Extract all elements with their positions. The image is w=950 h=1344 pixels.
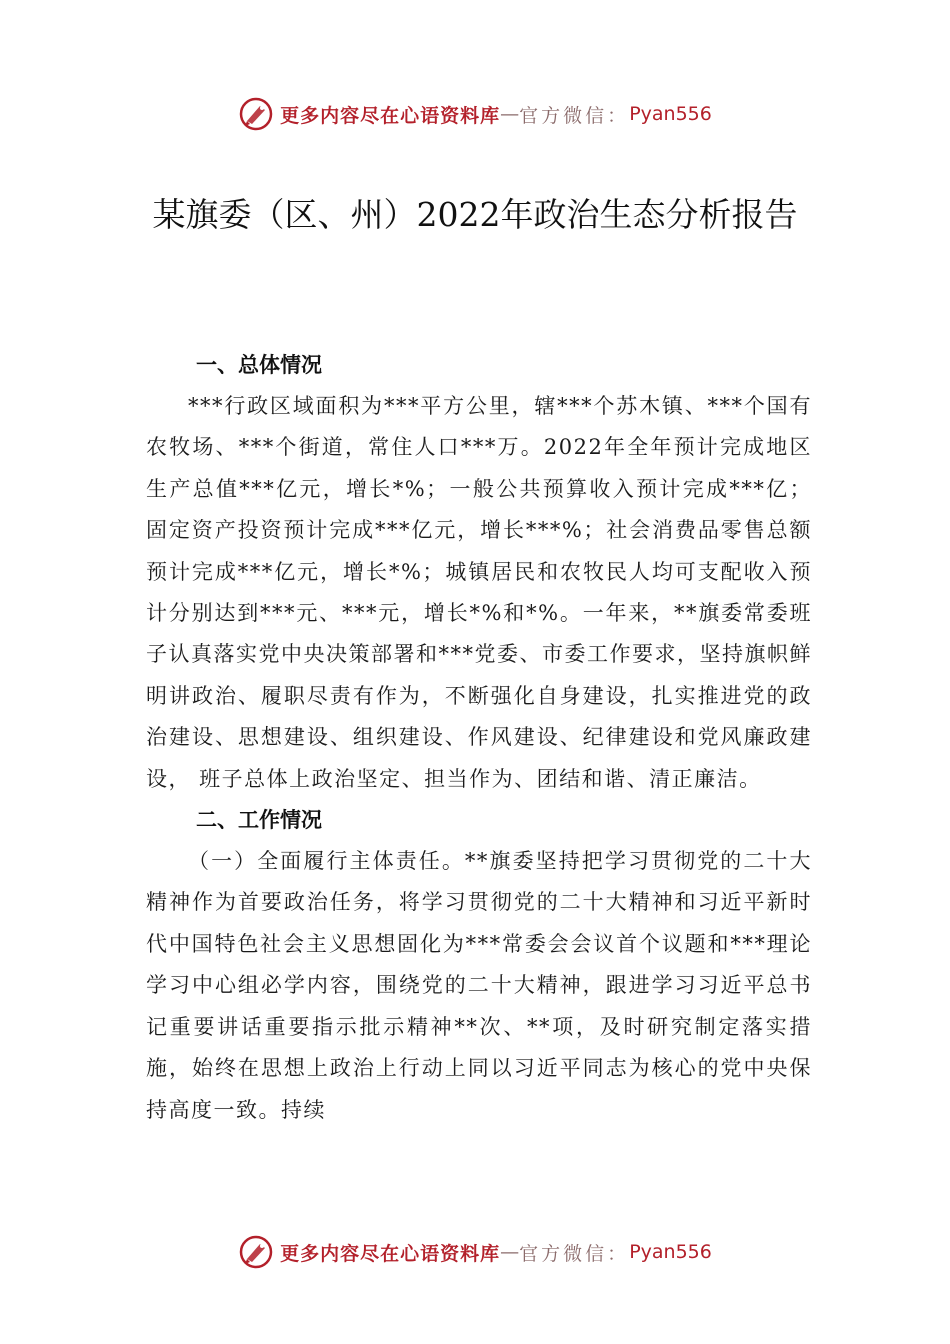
header-banner (0, 94, 950, 134)
section-heading: 一、总体情况 (196, 353, 322, 377)
banner-wechat-id: Pyan556 (629, 1241, 712, 1263)
banner-wechat-label: 官方微信： (519, 1242, 630, 1265)
pen-nib-logo-icon (238, 1234, 274, 1270)
document-body (146, 345, 812, 1131)
pen-nib-logo-icon (238, 96, 274, 132)
banner-wechat-id: Pyan556 (629, 103, 712, 125)
footer-banner (0, 1232, 950, 1272)
banner-separator: — (500, 1241, 520, 1263)
section-paragraph: ***行政区域面积为***平方公里，辖***个苏木镇、***个国有农牧场、***个街道，常住人口***万。2022年全年预计完成地区生产总值***亿元，增长*%；一般公共预算收入预计完成***亿；固定资产投资预计完成***亿元，增长***%；社会消费品零售总额预计完成***亿元，增长*%；城镇居民和农牧民人均可支配收入预计分别达到***元、***元，增长*%和*%。一年来，**旗委常委班子认真落实党中央决策部署和***党委、市委工作要求，坚持旗帜鲜明讲政治、履职尽责有作为，不断强化自身建设，扎实推进党的政治建设、思想建设、组织建设、作风建设、纪律建设和党风廉政建设， 班子总体上政治坚定、担当作为、团结和谐、清正廉洁。 (146, 394, 812, 791)
banner-separator: — (500, 103, 520, 125)
section-paragraph: （一）全面履行主体责任。**旗委坚持把学习贯彻党的二十大精神作为首要政治任务，将学习贯彻党的二十大精神和习近平新时代中国特色社会主义思想固化为***常委会会议首个议题和***理论学习中心组必学内容，围绕党的二十大精神，跟进学习习近平总书记重要讲话重要指示批示精神**次、**项，及时研究制定落实措施，始终在思想上政治上行动上同以习近平同志为核心的党中央保持高度一致。持续 (146, 849, 812, 1122)
banner-site-text: 更多内容尽在心语资料库 (280, 1242, 501, 1265)
banner-wechat-label: 官方微信： (519, 104, 630, 127)
document-title: 某旗委（区、州）2022年政治生态分析报告 (152, 195, 798, 234)
section-heading: 二、工作情况 (196, 808, 322, 833)
banner-site-text: 更多内容尽在心语资料库 (280, 104, 501, 127)
